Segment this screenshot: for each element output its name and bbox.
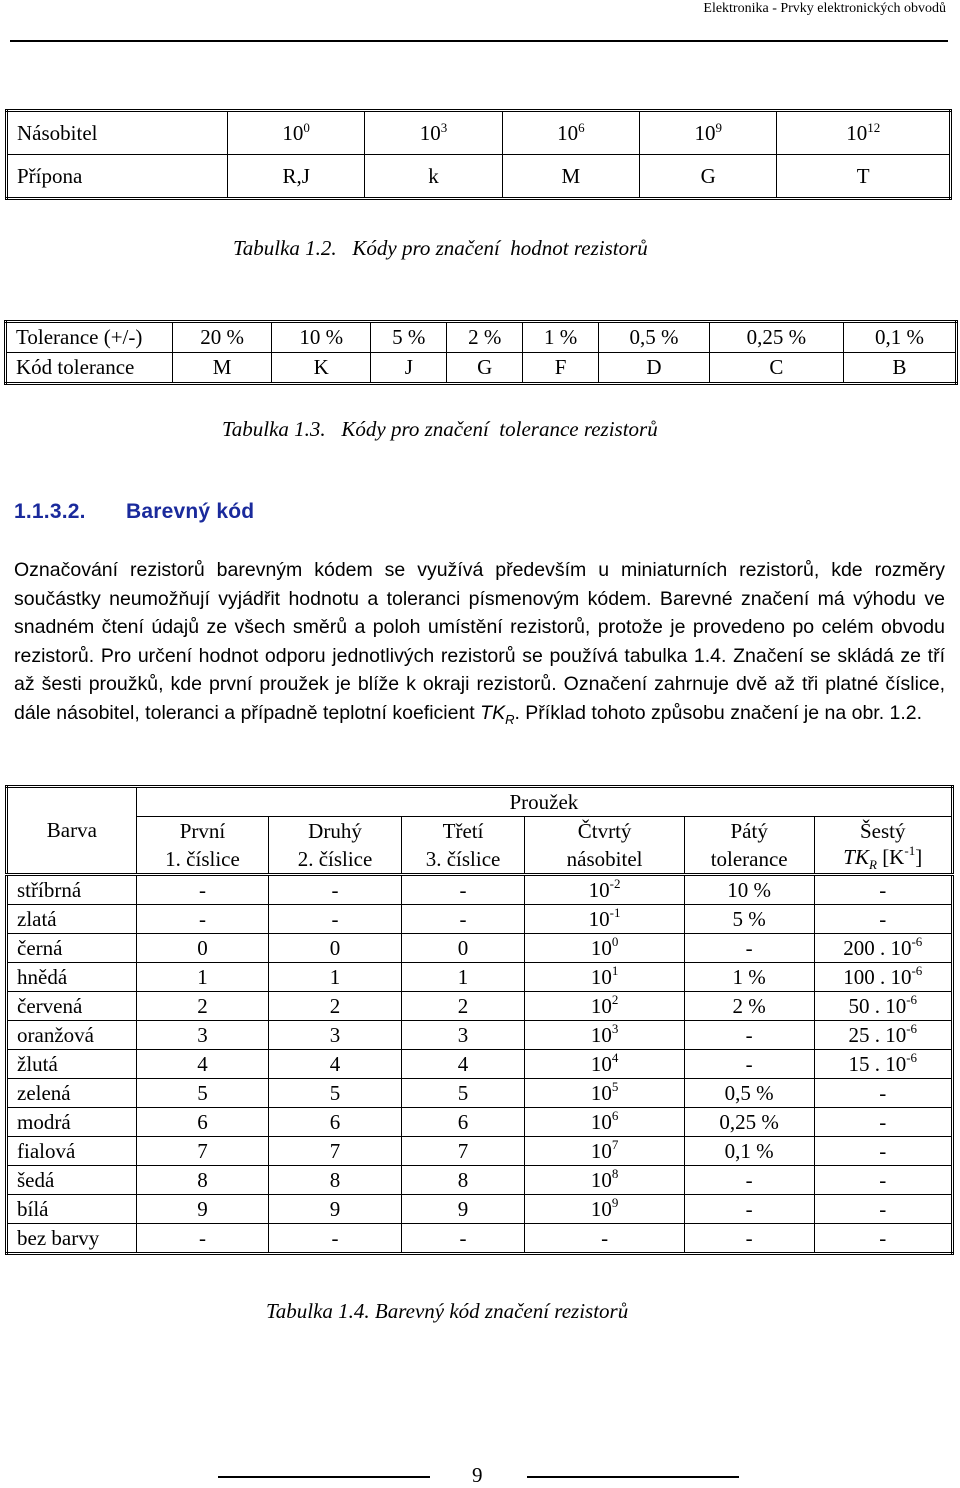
multiplier-cell: $10^0$ — [525, 934, 684, 963]
column-subheader: 3. číslice — [401, 845, 525, 875]
digit-cell: 0 — [136, 934, 269, 963]
table-cell: 0,1 % — [843, 322, 956, 353]
table-cell: 5 % — [371, 322, 447, 353]
digit-cell: 9 — [136, 1195, 269, 1224]
row-label: Kód tolerance — [6, 353, 173, 384]
digit-cell: 3 — [401, 1021, 525, 1050]
temp-coefficient-cell: - — [814, 1079, 953, 1108]
table-row — [7, 1021, 953, 1050]
table-cell: G — [447, 353, 523, 384]
table-cell: T — [777, 155, 951, 199]
digit-cell: 3 — [269, 1021, 402, 1050]
table-row — [7, 1137, 953, 1166]
column-header: Čtvrtý — [525, 817, 684, 846]
table-cell — [7, 845, 137, 875]
temp-coefficient-cell: 100 . $10^{-6}$ — [814, 963, 953, 992]
table-header-row — [7, 787, 953, 817]
digit-cell: - — [136, 1224, 269, 1254]
digit-cell: 2 — [136, 992, 269, 1021]
row-label: Tolerance (+/-) — [6, 322, 173, 353]
digit-cell: 9 — [269, 1195, 402, 1224]
temp-coefficient-cell: - — [814, 905, 953, 934]
digit-cell: - — [401, 905, 525, 934]
body-paragraph: Označování rezistorů barevným kódem se využívá především u miniaturních rezistorů, kde rozměry součástky neumožňují vyjádřit hodnotu a toleranci písmenovým kódem. Barevné značení má výhodu ve snadném čtení údajů ze všech směrů a poloh umístění rezistorů, protože je provedeno po celém obvodu rezistorů. Pro určení hodnot odporu jednotlivých rezistorů se používá tabulka 1.4. Značení se skládá ze tří až šesti proužků, kde první proužek je blíže k okraji rezistorů. Označení zahrnuje dvě až tři platné číslice, dále násobitel, toleranci a případně teplotní koeficient $TK_R$. Příklad tohoto způsobu značení je na obr. 1.2. — [14, 559, 945, 727]
multiplier-cell: $10^5$ — [525, 1079, 684, 1108]
digit-cell: 5 — [269, 1079, 402, 1108]
digit-cell: 0 — [401, 934, 525, 963]
tolerance-cell: 5 % — [684, 905, 814, 934]
table-cell: R,J — [228, 155, 365, 199]
digit-cell: 7 — [136, 1137, 269, 1166]
digit-cell: 9 — [401, 1195, 525, 1224]
digit-cell: 5 — [136, 1079, 269, 1108]
tolerance-cell: 2 % — [684, 992, 814, 1021]
table-cell: B — [843, 353, 956, 384]
multiplier-cell: $10^{-2}$ — [525, 875, 684, 905]
color-name-cell: zelená — [7, 1079, 137, 1108]
color-name-cell: žlutá — [7, 1050, 137, 1079]
multiplier-cell: $10^{-1}$ — [525, 905, 684, 934]
digit-cell: - — [136, 905, 269, 934]
color-name-cell: hnědá — [7, 963, 137, 992]
column-header: První — [136, 817, 269, 846]
digit-cell: 1 — [401, 963, 525, 992]
column-subheader: 2. číslice — [269, 845, 402, 875]
header-rule — [10, 40, 948, 42]
multiplier-cell: $10^7$ — [525, 1137, 684, 1166]
color-name-cell: modrá — [7, 1108, 137, 1137]
column-subheader: tolerance — [684, 845, 814, 875]
table-row — [7, 963, 953, 992]
digit-cell: - — [269, 1224, 402, 1254]
table-header-row — [7, 817, 953, 846]
table-cell: M — [502, 155, 639, 199]
color-name-cell: šedá — [7, 1166, 137, 1195]
table-cell: 0,25 % — [709, 322, 843, 353]
digit-cell: 7 — [269, 1137, 402, 1166]
table-row — [7, 1079, 953, 1108]
digit-cell: 4 — [269, 1050, 402, 1079]
digit-cell: 3 — [136, 1021, 269, 1050]
digit-cell: 5 — [401, 1079, 525, 1108]
multiplier-cell: $10^2$ — [525, 992, 684, 1021]
color-name-cell: zlatá — [7, 905, 137, 934]
tolerance-cell: 0,5 % — [684, 1079, 814, 1108]
tolerance-cell: - — [684, 1195, 814, 1224]
temp-coefficient-cell: 15 . $10^{-6}$ — [814, 1050, 953, 1079]
multiplier-cell: $10^4$ — [525, 1050, 684, 1079]
table-cell: J — [371, 353, 447, 384]
temp-coefficient-cell: - — [814, 1137, 953, 1166]
tolerance-cell: - — [684, 1050, 814, 1079]
temp-coefficient-cell: - — [814, 1195, 953, 1224]
table-cell: 20 % — [173, 322, 272, 353]
table-row — [7, 934, 953, 963]
table-cell: C — [709, 353, 843, 384]
table-cell: $10^6$ — [502, 111, 639, 155]
table-row — [7, 992, 953, 1021]
table-cell: 1 % — [523, 322, 599, 353]
table-cell: 2 % — [447, 322, 523, 353]
table-cell: G — [640, 155, 777, 199]
digit-cell: 1 — [269, 963, 402, 992]
temp-coefficient-cell: - — [814, 1108, 953, 1137]
column-header: Barva — [7, 817, 137, 846]
digit-cell: - — [269, 875, 402, 905]
table-cell: 0,5 % — [599, 322, 710, 353]
table-row — [6, 353, 957, 384]
digit-cell: 6 — [269, 1108, 402, 1137]
tolerance-cell: - — [684, 934, 814, 963]
tolerance-cell: 1 % — [684, 963, 814, 992]
digit-cell: - — [401, 875, 525, 905]
table-caption: Tabulka 1.2. Kódy pro značení hodnot rezistorů — [233, 236, 648, 260]
temp-coefficient-cell: 25 . $10^{-6}$ — [814, 1021, 953, 1050]
column-header: Šestý — [814, 817, 953, 846]
table-cell: 10 % — [272, 322, 371, 353]
table-cell: D — [599, 353, 710, 384]
table-multiplier-suffix — [5, 109, 952, 200]
color-name-cell: černá — [7, 934, 137, 963]
group-header: Proužek — [136, 787, 952, 817]
temp-coefficient-cell: - — [814, 1166, 953, 1195]
digit-cell: 8 — [269, 1166, 402, 1195]
multiplier-cell: $10^1$ — [525, 963, 684, 992]
table-body — [7, 875, 953, 1254]
tolerance-cell: - — [684, 1021, 814, 1050]
table-cell: M — [173, 353, 272, 384]
tolerance-cell: - — [684, 1224, 814, 1254]
digit-cell: 6 — [401, 1108, 525, 1137]
section-heading — [14, 500, 254, 524]
digit-cell: 2 — [401, 992, 525, 1021]
digit-cell: - — [401, 1224, 525, 1254]
table-header-row — [7, 845, 953, 875]
page-number: 9 — [472, 1463, 483, 1487]
table-row — [7, 875, 953, 905]
multiplier-cell: $10^8$ — [525, 1166, 684, 1195]
tolerance-cell: 10 % — [684, 875, 814, 905]
digit-cell: 1 — [136, 963, 269, 992]
tolerance-cell: 0,25 % — [684, 1108, 814, 1137]
table-cell: k — [365, 155, 502, 199]
column-subheader: násobitel — [525, 845, 684, 875]
column-header: Druhý — [269, 817, 402, 846]
digit-cell: 7 — [401, 1137, 525, 1166]
table-row — [7, 111, 951, 155]
temp-coefficient-cell: 200 . $10^{-6}$ — [814, 934, 953, 963]
multiplier-cell: - — [525, 1224, 684, 1254]
temp-coefficient-cell: - — [814, 1224, 953, 1254]
table-row — [7, 1195, 953, 1224]
multiplier-cell: $10^6$ — [525, 1108, 684, 1137]
table-row — [7, 1224, 953, 1254]
row-label: Přípona — [7, 155, 228, 199]
section-title: Barevný kód — [126, 500, 255, 523]
footer-rule-right — [527, 1476, 739, 1478]
digit-cell: 6 — [136, 1108, 269, 1137]
temp-coefficient-cell: 50 . $10^{-6}$ — [814, 992, 953, 1021]
temp-coefficient-cell: - — [814, 875, 953, 905]
digit-cell: 2 — [269, 992, 402, 1021]
table-caption: Tabulka 1.4. Barevný kód značení rezistorů — [266, 1299, 629, 1323]
digit-cell: - — [269, 905, 402, 934]
column-header: Třetí — [401, 817, 525, 846]
running-header: Elektronika - Prvky elektronických obvodů — [703, 1, 946, 16]
table-cell: K — [272, 353, 371, 384]
table-tolerance-codes — [4, 320, 958, 385]
table-row — [7, 905, 953, 934]
table-caption: Tabulka 1.3. Kódy pro značení tolerance rezistorů — [222, 417, 658, 441]
color-name-cell: stříbrná — [7, 875, 137, 905]
color-name-cell: fialová — [7, 1137, 137, 1166]
multiplier-cell: $10^9$ — [525, 1195, 684, 1224]
multiplier-cell: $10^3$ — [525, 1021, 684, 1050]
table-row — [7, 1050, 953, 1079]
color-name-cell: bez barvy — [7, 1224, 137, 1254]
column-header: Pátý — [684, 817, 814, 846]
color-name-cell: oranžová — [7, 1021, 137, 1050]
table-row — [6, 322, 957, 353]
table-cell: F — [523, 353, 599, 384]
column-subheader: $TK_R$ $[K^{-1}]$ — [814, 845, 953, 875]
digit-cell: - — [136, 875, 269, 905]
row-label: Násobitel — [7, 111, 228, 155]
table-cell: $10^{12}$ — [777, 111, 951, 155]
digit-cell: 4 — [401, 1050, 525, 1079]
color-name-cell: bílá — [7, 1195, 137, 1224]
table-row — [7, 1166, 953, 1195]
footer-rule-left — [218, 1476, 430, 1478]
section-number: 1.1.3.2. — [14, 500, 86, 523]
table-row — [7, 1108, 953, 1137]
table-cell: $10^3$ — [365, 111, 502, 155]
tolerance-cell: 0,1 % — [684, 1137, 814, 1166]
digit-cell: 8 — [136, 1166, 269, 1195]
column-subheader: 1. číslice — [136, 845, 269, 875]
color-name-cell: červená — [7, 992, 137, 1021]
tolerance-cell: - — [684, 1166, 814, 1195]
table-cell: $10^0$ — [228, 111, 365, 155]
table-cell: $10^9$ — [640, 111, 777, 155]
digit-cell: 8 — [401, 1166, 525, 1195]
digit-cell: 0 — [269, 934, 402, 963]
table-row — [7, 155, 951, 199]
table-color-code — [5, 785, 954, 1255]
table-cell — [7, 787, 137, 817]
digit-cell: 4 — [136, 1050, 269, 1079]
